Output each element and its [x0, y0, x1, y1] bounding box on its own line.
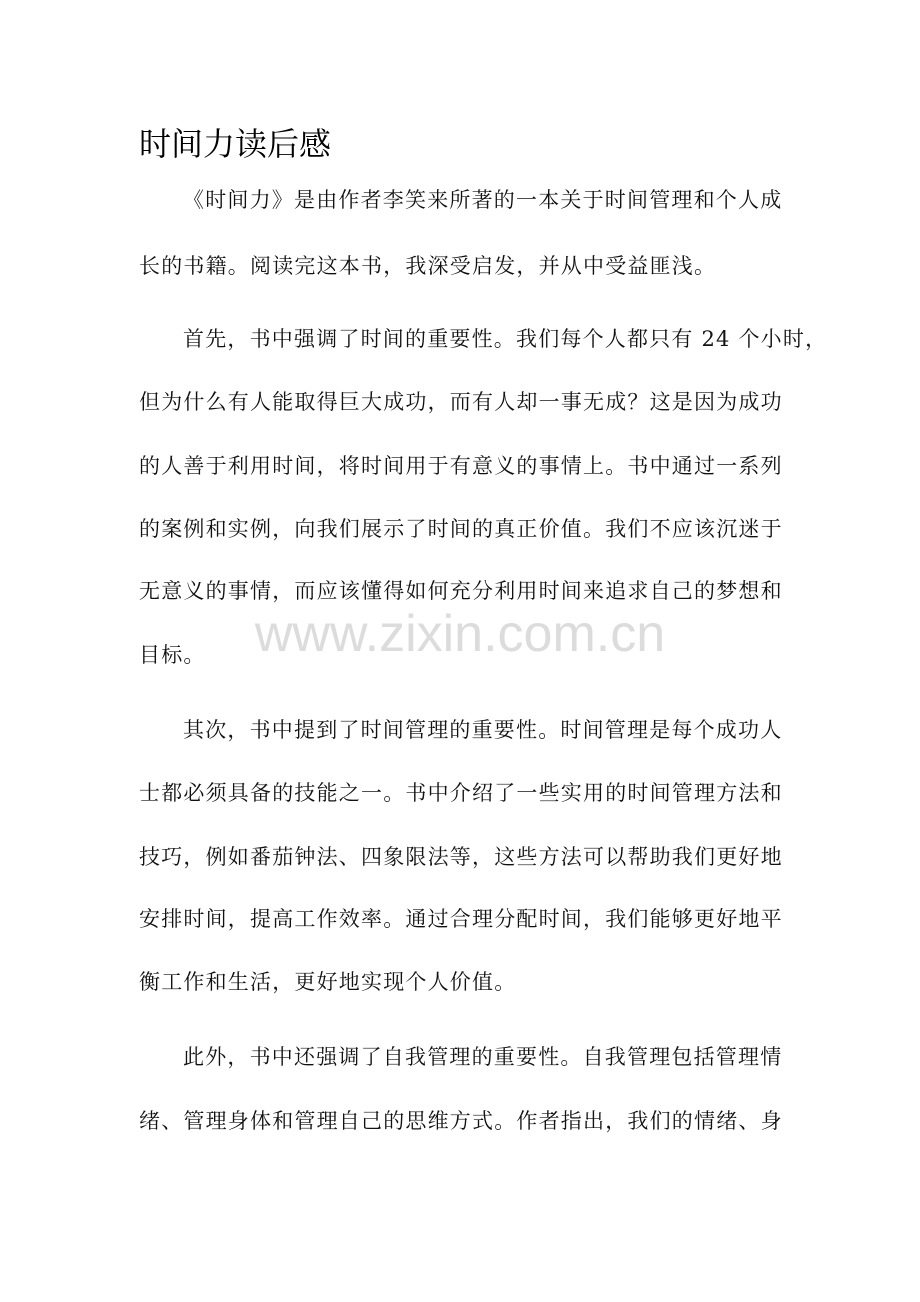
text-line: 的人善于利用时间，将时间用于有意义的事情上。书中通过一系列 [139, 454, 783, 478]
text-line: 首先，书中强调了时间的重要性。我们每个人都只有 24 个小时， [183, 327, 828, 351]
text-line: 但为什么有人能取得巨大成功，而有人却一事无成？这是因为成功 [139, 390, 783, 414]
text-line: 无意义的事情，而应该懂得如何充分利用时间来追求自己的梦想和 [139, 579, 783, 603]
text-line: 的案例和实例，向我们展示了时间的真正价值。我们不应该沉迷于 [139, 517, 783, 541]
text-line: 其次，书中提到了时间管理的重要性。时间管理是每个成功人 [183, 718, 783, 742]
watermark: www.zixin.com.cn [254, 605, 666, 663]
text-line: 安排时间，提高工作效率。通过合理分配时间，我们能够更好地平 [139, 907, 783, 931]
text-line: 《时间力》是由作者李笑来所著的一本关于时间管理和个人成 [183, 188, 783, 212]
document-title: 时间力读后感 [139, 125, 332, 163]
text-line: 衡工作和生活，更好地实现个人价值。 [139, 970, 517, 994]
text-line: 长的书籍。阅读完这本书，我深受启发，并从中受益匪浅。 [139, 254, 717, 278]
text-line: 目标。 [139, 643, 206, 667]
text-line: 绪、管理身体和管理自己的思维方式。作者指出，我们的情绪、身 [139, 1109, 783, 1133]
text-line: 技巧，例如番茄钟法、四象限法等，这些方法可以帮助我们更好地 [139, 845, 783, 869]
text-line: 士都必须具备的技能之一。书中介绍了一些实用的时间管理方法和 [139, 781, 783, 805]
text-line: 此外，书中还强调了自我管理的重要性。自我管理包括管理情 [183, 1045, 783, 1069]
